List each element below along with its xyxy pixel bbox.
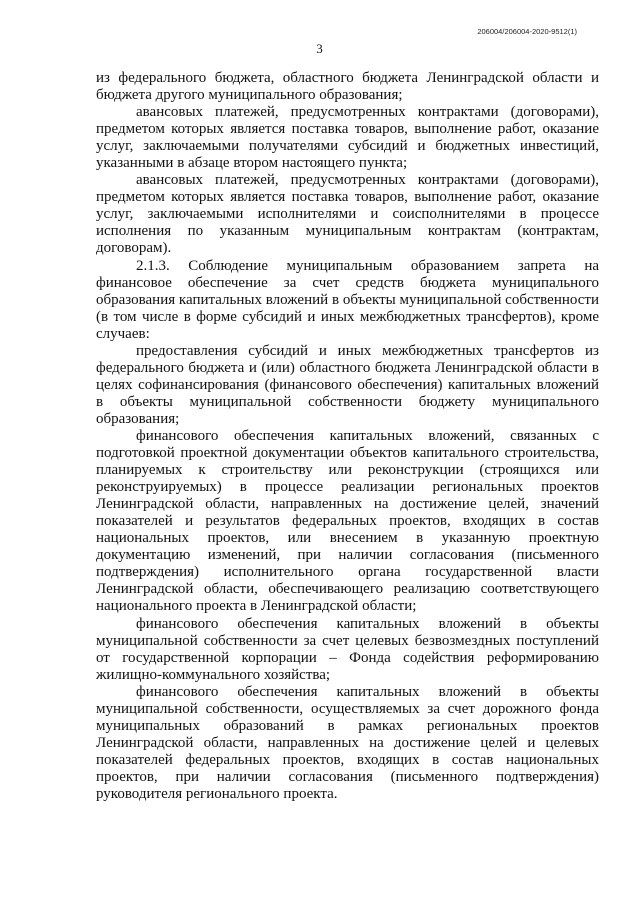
paragraph: предоставления субсидий и иных межбюджетных трансфертов из федерального бюджета и (или) областного бюджета Ленинградской области в целях софинансирования (финансового обеспечения) капитальных вложений в объекты муниципальной собственности бюджету муниципального образования; <box>96 342 599 427</box>
paragraph: 2.1.3. Соблюдение муниципальным образованием запрета на финансовое обеспечение за счет средств бюджета муниципального образования капитальных вложений в объекты муниципальной собственности (в том числе в форме субсидий и иных межбюджетных трансфертов), кроме случаев: <box>96 257 599 342</box>
paragraph: авансовых платежей, предусмотренных контрактами (договорами), предметом которых является поставка товаров, выполнение работ, оказание услуг, заключаемыми исполнителями и соисполнителями в процессе исполнения по указанным муниципальным контрактам (контрактам, договорам). <box>96 172 599 257</box>
document-body <box>96 70 599 803</box>
paragraph: финансового обеспечения капитальных вложений в объекты муниципальной собственности, осуществляемых за счет дорожного фонда муниципальных образований в рамках региональных проектов Ленинградской области, направленных на достижение целей и целевых показателей федеральных проектов, входящих в состав национальных проектов, при наличии согласования (письменного подтверждения) руководителя регионального проекта. <box>96 683 599 802</box>
paragraph: финансового обеспечения капитальных вложений, связанных с подготовкой проектной документации объектов капитального строительства, планируемых к строительству или реконструкции (строящихся или реконструируемых) в процессе реализации региональных проектов Ленинградской области, направленных на достижение целей, значений показателей и результатов федеральных проектов, входящих в состав национальных проектов, или внесением в указанную проектную документацию изменений, при наличии согласования (письменного подтверждения) исполнительного органа государственной власти Ленинградской области, обеспечивающего реализацию соответствующего национального проекта в Ленинградской области; <box>96 427 599 615</box>
paragraph: авансовых платежей, предусмотренных контрактами (договорами), предметом которых является поставка товаров, выполнение работ, оказание услуг, заключаемыми получателями субсидий и бюджетных инвестиций, указанными в абзаце втором настоящего пункта; <box>96 104 599 172</box>
paragraph: финансового обеспечения капитальных вложений в объекты муниципальной собственности за счет целевых безвозмездных поступлений от государственной корпорации – Фонда содействия реформированию жилищно-коммунального хозяйства; <box>96 615 599 683</box>
document-id: 206004/206004-2020-9512(1) <box>477 27 577 36</box>
paragraph: из федерального бюджета, областного бюджета Ленинградской области и бюджета другого муниципального образования; <box>96 70 599 104</box>
page-number: 3 <box>316 41 323 56</box>
